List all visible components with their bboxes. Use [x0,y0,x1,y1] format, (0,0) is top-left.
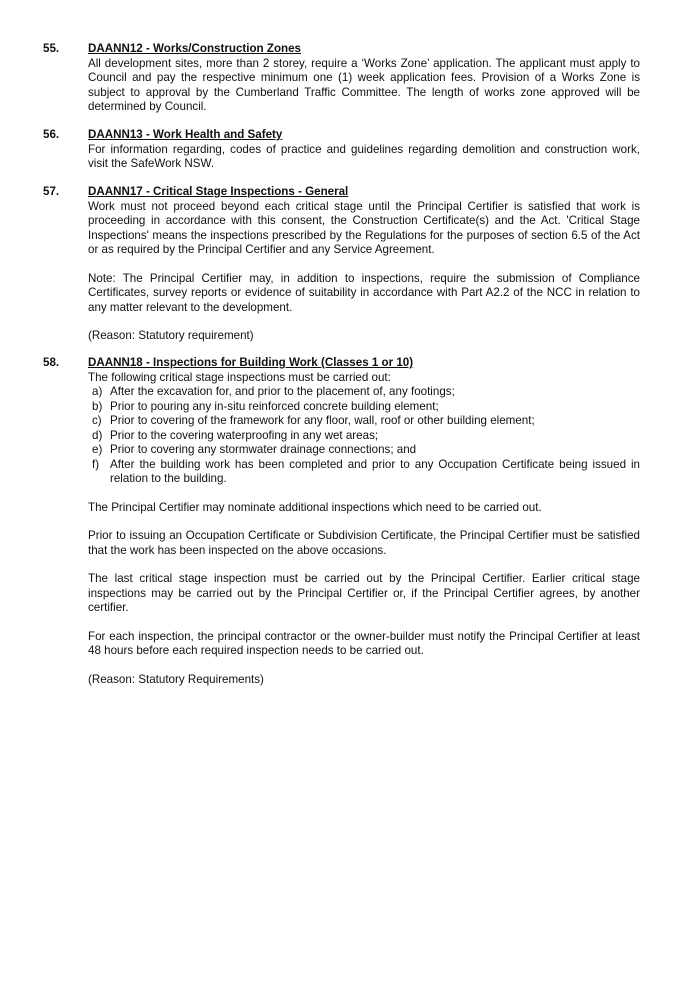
condition-paragraph: The Principal Certifier may nominate additional inspections which need to be carried out. [88,500,542,514]
condition-57 [43,185,640,344]
condition-number: 58. [43,356,60,369]
list-item-label: b) [92,399,103,413]
list-item-text: Prior to covering any stormwater drainage connections; and [110,443,417,456]
condition-number: 55. [43,42,60,55]
list-item [88,443,640,458]
list-item-label: f) [92,457,100,471]
condition-paragraph: The last critical stage inspection must be carried out by the Principal Certifier. Earlier critical stage inspections may be carried out by the Principal Certifier or, if the Principal Certifier agrees, by another certifier. [88,572,640,614]
condition-reason: (Reason: Statutory requirement) [88,329,254,342]
condition-paragraph: All development sites, more than 2 storey, require a ‘Works Zone’ application. The applicant must apply to Council and pay the respective minimum one (1) week application fees. Provision of a Works Zone is subject to approval by the Cumberland Traffic Committee. The length of works zone approved will be determined by Council. [88,56,640,113]
list-item-label: a) [92,385,103,398]
condition-intro: The following critical stage inspections must be carried out: [88,370,391,384]
condition-reason: (Reason: Statutory Requirements) [88,672,264,686]
list-item [88,414,640,429]
list-item-label: d) [92,428,103,442]
list-item-text: Prior to pouring any in-situ reinforced concrete building element; [110,399,439,413]
list-item [88,429,640,444]
condition-55 [43,42,640,115]
list-item-text: After the building work has been completed and prior to any Occupation Certificate being issued in relation to the building. [110,457,640,485]
condition-paragraph: For each inspection, the principal contractor or the owner-builder must notify the Principal Certifier at least 48 hours before each required inspection needs to be carried out. [88,629,640,657]
list-item [88,458,640,487]
list-item-text: After the excavation for, and prior to the placement of, any footings; [110,385,455,398]
inspection-list [88,385,640,487]
condition-56 [43,128,640,172]
list-item-label: e) [92,443,103,456]
condition-paragraph: Work must not proceed beyond each critical stage until the Principal Certifier is satisfied that work is proceeding in accordance with this consent, the Construction Certificate(s) and the Act. 'Critical Stage Inspections' means the inspections prescribed by the Regulations for the purposes of section 6.5 of the Act or as required by the Principal Certifier and any Service Agreement. [88,199,640,256]
list-item-text: Prior to the covering waterproofing in any wet areas; [110,428,379,442]
condition-heading: DAANN13 - Work Health and Safety [88,128,283,141]
condition-number: 57. [43,185,60,198]
condition-58 [43,356,640,687]
list-item [88,400,640,415]
condition-paragraph: Prior to issuing an Occupation Certificate or Subdivision Certificate, the Principal Certifier must be satisfied that the work has been inspected on the above occasions. [88,529,640,557]
condition-heading: DAANN18 - Inspections for Building Work (Classes 1 or 10) [88,356,414,369]
list-item-text: Prior to covering of the framework for any floor, wall, roof or other building element; [110,414,535,427]
condition-note: Note: The Principal Certifier may, in addition to inspections, require the submission of Compliance Certificates, survey reports or evidence of suitability in accordance with Part A2.2 of the NCC in relation to any matter relevant to the development. [88,271,640,314]
list-item [88,385,640,400]
condition-heading: DAANN17 - Critical Stage Inspections - General [88,185,349,198]
condition-paragraph: For information regarding, codes of practice and guidelines regarding demolition and construction work, visit the SafeWork NSW. [88,142,640,170]
list-item-label: c) [92,414,102,427]
condition-heading: DAANN12 - Works/Construction Zones [88,42,302,55]
condition-number: 56. [43,128,60,141]
